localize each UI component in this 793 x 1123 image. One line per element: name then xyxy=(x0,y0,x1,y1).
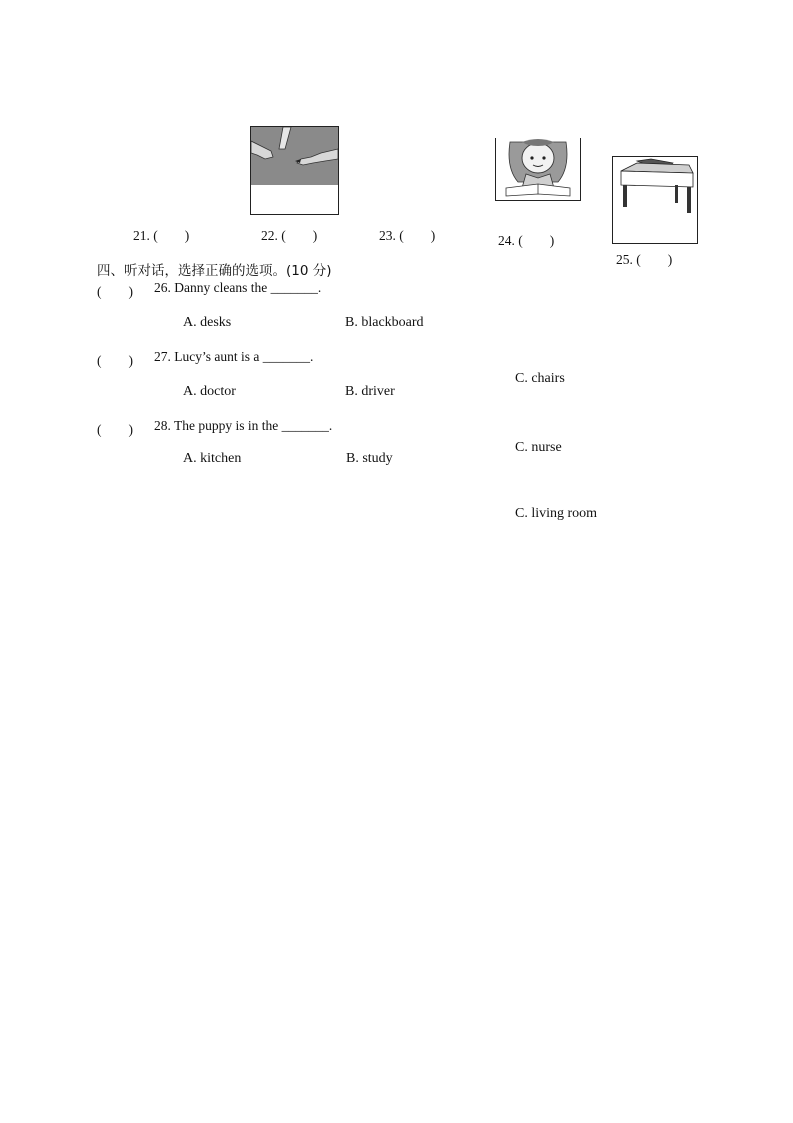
option-c-27: C. nurse xyxy=(515,440,562,455)
option-a-27: A. doctor xyxy=(183,384,236,399)
question-stem-27: 27. Lucy’s aunt is a _______. xyxy=(154,349,314,364)
picture-label-22: 22. ( ) xyxy=(261,228,318,243)
answer-paren-27: ( ) xyxy=(97,353,133,368)
picture-label-23: 23. ( ) xyxy=(379,228,436,243)
option-a-26: A. desks xyxy=(183,315,232,330)
option-a-28: A. kitchen xyxy=(183,451,242,466)
question-stem-28: 28. The puppy is in the _______. xyxy=(154,418,333,433)
option-c-28: C. living room xyxy=(515,506,598,521)
question-stem-26: 26. Danny cleans the _______. xyxy=(154,280,322,295)
answer-paren-28: ( ) xyxy=(97,422,133,437)
option-b-28: B. study xyxy=(346,451,393,466)
option-b-26: B. blackboard xyxy=(345,315,424,330)
girl-reading-book-icon xyxy=(495,138,581,201)
option-b-27: B. driver xyxy=(345,384,395,399)
answer-paren-26: ( ) xyxy=(97,284,133,299)
option-c-26: C. chairs xyxy=(515,371,565,386)
picture-label-25: 25. ( ) xyxy=(616,252,673,267)
table-with-book-icon xyxy=(612,156,698,244)
hands-passing-pencil-icon xyxy=(250,126,339,215)
picture-label-21: 21. ( ) xyxy=(133,228,190,243)
section-heading: 四、听对话，选择正确的选项。(10 分) xyxy=(97,263,332,279)
picture-label-24: 24. ( ) xyxy=(498,233,555,248)
